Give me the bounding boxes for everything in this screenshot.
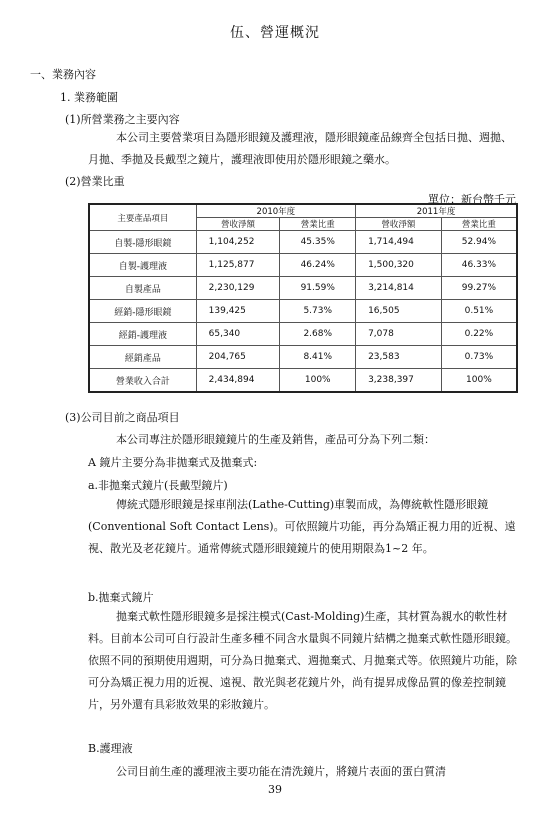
category-a-b-heading: b.拋棄式鏡片 <box>88 591 154 604</box>
revenue-2011: 16,505 <box>356 300 442 323</box>
page-number: 39 <box>268 783 282 796</box>
row-name: 經銷-護理液 <box>89 323 196 346</box>
col-header-share-2010: 營業比重 <box>280 218 356 231</box>
item-heading-3: (3)公司目前之商品項目 <box>65 411 180 424</box>
col-header-year1: 2010年度 <box>196 204 355 218</box>
share-2011: 46.33% <box>441 254 517 277</box>
item-heading-1: (1)所營業務之主要內容 <box>65 113 180 126</box>
revenue-2010: 1,104,252 <box>196 231 280 254</box>
category-a-a-heading: a.非拋棄式鏡片(長戴型鏡片) <box>88 479 228 492</box>
item3-text: 本公司專注於隱形眼鏡鏡片的生產及銷售，產品可分為下列二類： <box>116 433 435 446</box>
revenue-table <box>88 203 518 393</box>
share-2011: 0.73% <box>441 346 517 369</box>
category-a-heading: A 鏡片主要分為非拋棄式及拋棄式: <box>88 456 258 469</box>
unit-label: 單位：新台幣千元 <box>428 193 516 206</box>
row-name: 自製產品 <box>89 277 196 300</box>
item1-text: 本公司主要營業項目為隱形眼鏡及護理液，隱形眼鏡產品線齊全包括日拋、週拋、月拋、季拋及長戴型之鏡片，護理液即使用於隱形眼鏡之藥水。 <box>88 131 512 166</box>
table-row <box>89 254 517 277</box>
revenue-2011: 7,078 <box>356 323 442 346</box>
subsection-heading: 1. 業務範圍 <box>60 91 118 104</box>
revenue-2011: 3,214,814 <box>356 277 442 300</box>
revenue-2010: 139,425 <box>196 300 280 323</box>
revenue-2010: 2,434,894 <box>196 369 280 393</box>
revenue-2011: 23,583 <box>356 346 442 369</box>
category-a-b-text: 拋棄式軟性隱形眼鏡多是採注模式(Cast-Molding)生產，其材質為親水的軟性材料。目前本公司可自行設計生產多種不同含水量與不同鏡片結構之拋棄式軟性隱形眼鏡。依照不同的預期使用週期，可分為日拋棄式、週拋棄式、月拋棄式等。依照鏡片功能，除可分為矯正視力用的近視、遠視、散光與老花鏡片外，尚有提昇成像品質的像差控制鏡片，另外還有具彩妝效果的彩妝鏡片。 <box>88 610 517 711</box>
table-row <box>89 346 517 369</box>
category-a-b-paragraph <box>88 606 518 716</box>
table-row <box>89 277 517 300</box>
share-2010: 91.59% <box>280 277 356 300</box>
share-2010: 46.24% <box>280 254 356 277</box>
table-row <box>89 231 517 254</box>
share-2011: 52.94% <box>441 231 517 254</box>
col-header-year2: 2011年度 <box>356 204 517 218</box>
category-b-heading: B.護理液 <box>88 742 133 755</box>
share-2010: 2.68% <box>280 323 356 346</box>
table-row <box>89 300 517 323</box>
item-heading-2: (2)營業比重 <box>65 175 125 188</box>
row-name: 自製-隱形眼鏡 <box>89 231 196 254</box>
row-name: 經銷-隱形眼鏡 <box>89 300 196 323</box>
table-row-total <box>89 369 517 393</box>
col-header-item: 主要產品項目 <box>89 204 196 231</box>
table-row <box>89 323 517 346</box>
share-2011: 100% <box>441 369 517 393</box>
row-name: 自製-護理液 <box>89 254 196 277</box>
category-b-text: 公司目前生產的護理液主要功能在清洗鏡片，將鏡片表面的蛋白質清 <box>116 765 446 778</box>
revenue-2011: 3,238,397 <box>356 369 442 393</box>
col-header-revenue-2010: 營收淨額 <box>196 218 280 231</box>
revenue-2011: 1,500,320 <box>356 254 442 277</box>
share-2010: 5.73% <box>280 300 356 323</box>
category-a-a-paragraph <box>88 494 518 560</box>
col-header-share-2011: 營業比重 <box>441 218 517 231</box>
chapter-title: 伍、營運概況 <box>230 25 320 41</box>
revenue-2010: 204,765 <box>196 346 280 369</box>
row-name: 經銷產品 <box>89 346 196 369</box>
revenue-2010: 1,125,877 <box>196 254 280 277</box>
share-2010: 8.41% <box>280 346 356 369</box>
share-2011: 0.22% <box>441 323 517 346</box>
share-2011: 0.51% <box>441 300 517 323</box>
section-heading: 一、業務內容 <box>30 68 96 81</box>
revenue-2010: 2,230,129 <box>196 277 280 300</box>
share-2010: 45.35% <box>280 231 356 254</box>
share-2011: 99.27% <box>441 277 517 300</box>
revenue-2010: 65,340 <box>196 323 280 346</box>
col-header-revenue-2011: 營收淨額 <box>356 218 442 231</box>
share-2010: 100% <box>280 369 356 393</box>
revenue-2011: 1,714,494 <box>356 231 442 254</box>
row-name: 營業收入合計 <box>89 369 196 393</box>
category-a-a-text: 傳統式隱形眼鏡是採車削法(Lathe-Cutting)車製而成，為傳統軟性隱形眼鏡(Conventional Soft Contact Lens)。可依照鏡片功能，再分為矯正視力用的近視、遠視、散光及老花鏡片。通常傳統式隱形眼鏡鏡片的使用期限為1~2 年。 <box>88 498 516 555</box>
item1-paragraph <box>88 127 518 171</box>
